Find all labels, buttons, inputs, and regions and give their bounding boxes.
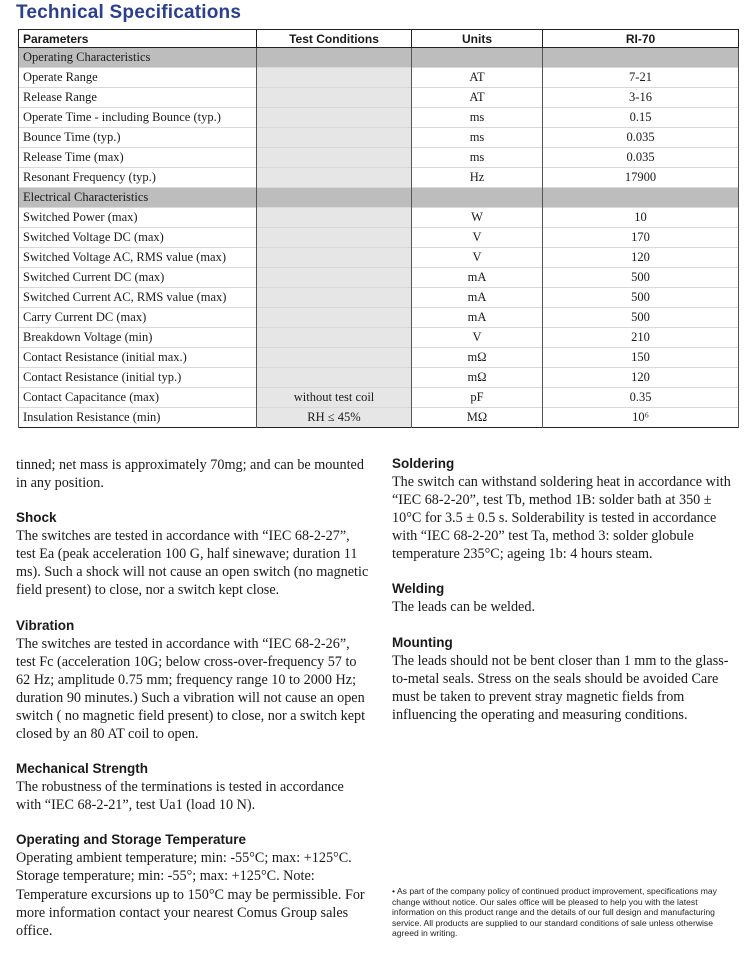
table-row bbox=[19, 108, 739, 128]
specifications-table bbox=[18, 29, 739, 428]
table-row bbox=[19, 88, 739, 108]
footnote: • As part of the company policy of continued product improvement, specifications may change without notice. Our sales office will be pleased to help you with the latest information on this product range and the details of our full design and manufacturing service. All products are supplied to our standard conditions of sale unless otherwise agreed in writing. bbox=[392, 886, 717, 939]
table-row bbox=[19, 168, 739, 188]
value-cell: 10 bbox=[543, 208, 739, 228]
unit-cell: ms bbox=[412, 108, 543, 128]
test-condition-cell bbox=[257, 348, 412, 368]
test-condition-cell bbox=[257, 208, 412, 228]
intro-paragraph: tinned; net mass is approximately 70mg; and can be mounted in any position. bbox=[16, 457, 364, 492]
test-condition-cell bbox=[257, 88, 412, 108]
unit-cell: mA bbox=[412, 288, 543, 308]
table-row bbox=[19, 208, 739, 228]
table-row bbox=[19, 388, 739, 408]
header-ri-70: RI-70 bbox=[543, 30, 739, 48]
section-fill-cell bbox=[257, 48, 412, 68]
section-fill-cell bbox=[543, 188, 739, 208]
test-condition-cell bbox=[257, 328, 412, 348]
section-fill-cell bbox=[257, 188, 412, 208]
table-row bbox=[19, 348, 739, 368]
header-test-conditions: Test Conditions bbox=[257, 30, 412, 48]
test-condition-cell bbox=[257, 268, 412, 288]
temperature-paragraph: Operating ambient temperature; min: -55°C; max: +125°C. Storage temperature; min: -55°; max: +125°C. Note: Temperature excursions up to 150°C may be permissible. For more information contact your nearest Comus Group sales office. bbox=[16, 850, 365, 939]
value-cell: 210 bbox=[543, 328, 739, 348]
test-condition-cell bbox=[257, 368, 412, 388]
parameter-cell: Operate Range bbox=[19, 68, 257, 88]
parameter-cell: Breakdown Voltage (min) bbox=[19, 328, 257, 348]
unit-cell: mA bbox=[412, 268, 543, 288]
unit-cell: mΩ bbox=[412, 368, 543, 388]
parameter-cell: Contact Capacitance (max) bbox=[19, 388, 257, 408]
value-cell: 0.15 bbox=[543, 108, 739, 128]
parameter-cell: Bounce Time (typ.) bbox=[19, 128, 257, 148]
test-condition-cell bbox=[257, 308, 412, 328]
table-row bbox=[19, 228, 739, 248]
section-title: Operating Characteristics bbox=[19, 48, 257, 68]
value-cell: 150 bbox=[543, 348, 739, 368]
test-condition-cell bbox=[257, 168, 412, 188]
test-condition-cell: without test coil bbox=[257, 388, 412, 408]
parameter-cell: Contact Resistance (initial typ.) bbox=[19, 368, 257, 388]
parameter-cell: Switched Current AC, RMS value (max) bbox=[19, 288, 257, 308]
table-row bbox=[19, 268, 739, 288]
table-row bbox=[19, 328, 739, 348]
unit-cell: mA bbox=[412, 308, 543, 328]
section-title: Electrical Characteristics bbox=[19, 188, 257, 208]
right-column bbox=[392, 455, 737, 724]
welding-heading: Welding bbox=[392, 581, 445, 597]
parameter-cell: Carry Current DC (max) bbox=[19, 308, 257, 328]
unit-cell: W bbox=[412, 208, 543, 228]
parameter-cell: Switched Power (max) bbox=[19, 208, 257, 228]
header-parameters: Parameters bbox=[19, 30, 257, 48]
mounting-paragraph: The leads should not be bent closer than 1 mm to the glass-to-metal seals. Stress on the seals should be avoided Care must be taken to prevent stray magnetic fields from influencing the operating and measuring conditions. bbox=[392, 652, 729, 723]
parameter-cell: Switched Current DC (max) bbox=[19, 268, 257, 288]
unit-cell: pF bbox=[412, 388, 543, 408]
test-condition-cell bbox=[257, 148, 412, 168]
page-title: Technical Specifications bbox=[16, 2, 242, 23]
value-cell: 17900 bbox=[543, 168, 739, 188]
section-fill-cell bbox=[412, 188, 543, 208]
vibration-paragraph: The switches are tested in accordance with “IEC 68-2-26”, test Fc (acceleration 10G; below cross-over-frequency 57 to 62 Hz; amplitude 0.75 mm; frequency range 10 to 2000 Hz; duration 90 minutes.) Such a vibration will not cause an open switch ( no magnetic field present) to close, nor a switch kept closed by an 80 AT coil to open. bbox=[16, 635, 366, 743]
table-header-row bbox=[19, 30, 739, 48]
parameter-cell: Insulation Resistance (min) bbox=[19, 408, 257, 428]
unit-cell: AT bbox=[412, 68, 543, 88]
unit-cell: Hz bbox=[412, 168, 543, 188]
value-cell: 120 bbox=[543, 248, 739, 268]
table-row bbox=[19, 128, 739, 148]
section-fill-cell bbox=[412, 48, 543, 68]
unit-cell: V bbox=[412, 248, 543, 268]
value-cell: 500 bbox=[543, 268, 739, 288]
value-cell: 0.35 bbox=[543, 388, 739, 408]
value-cell: 500 bbox=[543, 288, 739, 308]
test-condition-cell bbox=[257, 228, 412, 248]
value-cell: 500 bbox=[543, 308, 739, 328]
parameter-cell: Contact Resistance (initial max.) bbox=[19, 348, 257, 368]
parameter-cell: Release Time (max) bbox=[19, 148, 257, 168]
unit-cell: ms bbox=[412, 148, 543, 168]
test-condition-cell bbox=[257, 68, 412, 88]
parameter-cell: Switched Voltage DC (max) bbox=[19, 228, 257, 248]
unit-cell: mΩ bbox=[412, 348, 543, 368]
value-cell: 3-16 bbox=[543, 88, 739, 108]
section-fill-cell bbox=[543, 48, 739, 68]
value-cell: 10⁶ bbox=[543, 408, 739, 428]
soldering-heading: Soldering bbox=[392, 456, 455, 471]
test-condition-cell: RH ≤ 45% bbox=[257, 408, 412, 428]
value-cell: 0.035 bbox=[543, 128, 739, 148]
value-cell: 0.035 bbox=[543, 148, 739, 168]
test-condition-cell bbox=[257, 248, 412, 268]
section-row bbox=[19, 188, 739, 208]
section-row bbox=[19, 48, 739, 68]
value-cell: 7-21 bbox=[543, 68, 739, 88]
soldering-paragraph: The switch can withstand soldering heat in accordance with “IEC 68-2-20”, test Tb, method 1B: solder bath at 350 ± 10°C for 3.5 ± 0.5 s. Solderability is tested in accordance with “IEC 68-2-20” test Ta, method 3: solder globule temperature 235°C; ageing 1b: 4 hours steam. bbox=[392, 474, 731, 563]
test-condition-cell bbox=[257, 128, 412, 148]
table-row bbox=[19, 308, 739, 328]
table-row bbox=[19, 148, 739, 168]
shock-heading: Shock bbox=[16, 510, 57, 526]
mechanical-strength-heading: Mechanical Strength bbox=[16, 761, 149, 777]
parameter-cell: Resonant Frequency (typ.) bbox=[19, 168, 257, 188]
table-row bbox=[19, 408, 739, 428]
table-row bbox=[19, 68, 739, 88]
test-condition-cell bbox=[257, 108, 412, 128]
temperature-heading: Operating and Storage Temperature bbox=[16, 832, 247, 848]
vibration-heading: Vibration bbox=[16, 617, 75, 633]
unit-cell: MΩ bbox=[412, 408, 543, 428]
parameter-cell: Release Range bbox=[19, 88, 257, 108]
mechanical-strength-paragraph: The robustness of the terminations is tested in accordance with “IEC 68-2-21”, test Ua1 (load 10 N). bbox=[16, 779, 344, 814]
value-cell: 120 bbox=[543, 368, 739, 388]
parameter-cell: Operate Time - including Bounce (typ.) bbox=[19, 108, 257, 128]
left-column bbox=[16, 456, 371, 940]
table-row bbox=[19, 368, 739, 388]
value-cell: 170 bbox=[543, 228, 739, 248]
table-row bbox=[19, 288, 739, 308]
test-condition-cell bbox=[257, 288, 412, 308]
unit-cell: ms bbox=[412, 128, 543, 148]
unit-cell: V bbox=[412, 228, 543, 248]
unit-cell: V bbox=[412, 328, 543, 348]
mounting-heading: Mounting bbox=[392, 634, 453, 650]
welding-paragraph: The leads can be welded. bbox=[392, 599, 535, 616]
shock-paragraph: The switches are tested in accordance with “IEC 68-2-27”, test Ea (peak acceleration 100 G, half sinewave; duration 11 ms). Such a shock will not cause an open switch (no magnetic field present) to close, nor a switch kept close. bbox=[16, 528, 369, 599]
header-units: Units bbox=[412, 30, 543, 48]
parameter-cell: Switched Voltage AC, RMS value (max) bbox=[19, 248, 257, 268]
unit-cell: AT bbox=[412, 88, 543, 108]
table-row bbox=[19, 248, 739, 268]
table-body bbox=[19, 48, 739, 428]
